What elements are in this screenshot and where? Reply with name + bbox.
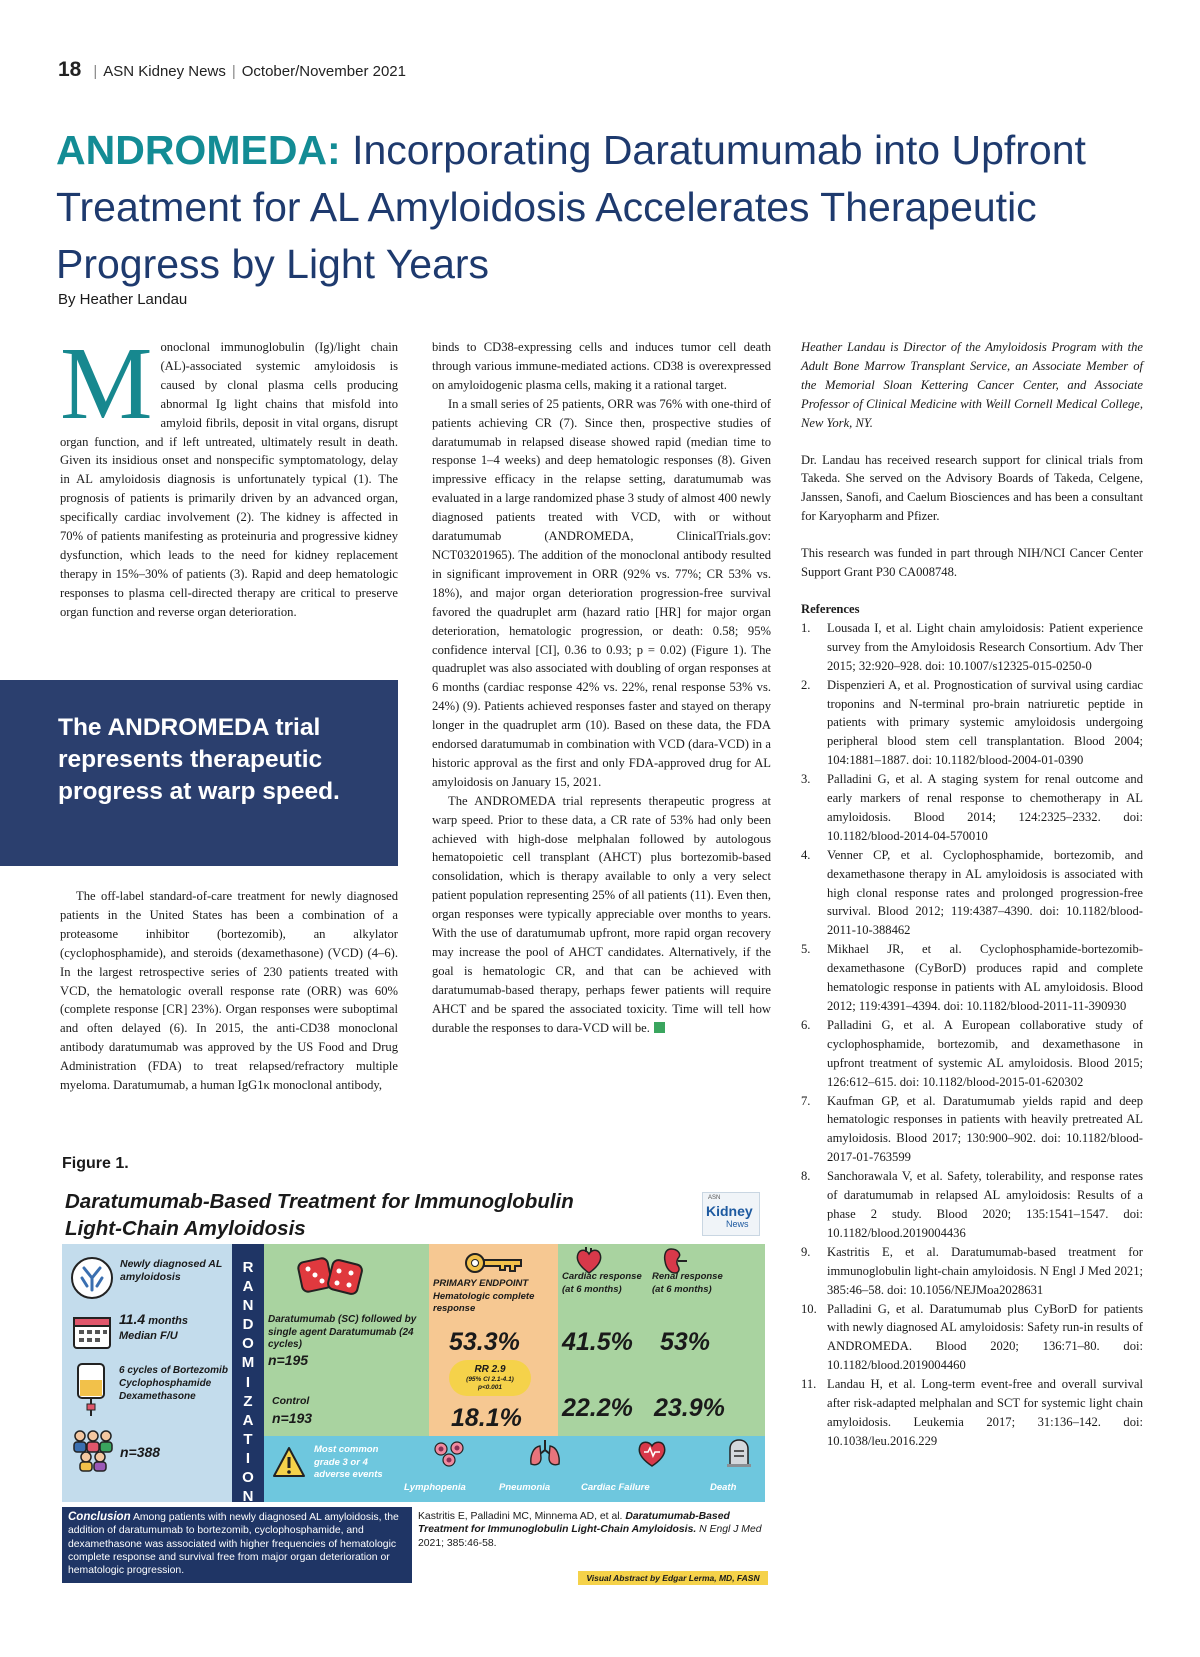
visual-abstract-credit: Visual Abstract by Edgar Lerma, MD, FASN bbox=[578, 1571, 768, 1585]
randomization-bar bbox=[232, 1244, 264, 1506]
conclusion-heading: Conclusion bbox=[68, 1511, 131, 1523]
reference-text: Venner CP, et al. Cyclophosphamide, bortezomib, and dexamethasone therapy in AL amyloidosis is associated with high clonal response rates and prolonged progression-free survival. Blood 2012; 119:4387–4390. doi: 10.1182/blood-2011-10-388462 bbox=[827, 847, 1143, 938]
reference-text: Mikhael JR, et al. Cyclophosphamide-bortezomib-dexamethasone (CyBorD) produces rapid and complete hematologic response in patients with AL amyloidosis. Blood 2012; 119:4391–4394. doi: 10.1182/blood-2011-11-390930 bbox=[827, 942, 1143, 1013]
reference-item bbox=[801, 1167, 1143, 1243]
lungs-icon bbox=[528, 1438, 562, 1468]
figure-label: Figure 1. bbox=[62, 1155, 129, 1172]
reference-item bbox=[801, 940, 1143, 1016]
reference-item bbox=[801, 1016, 1143, 1092]
ae-cardiac-failure: Cardiac Failure bbox=[581, 1482, 650, 1493]
randomization-letter: N bbox=[242, 1488, 254, 1506]
reference-item bbox=[801, 676, 1143, 771]
randomization-letter: O bbox=[242, 1469, 254, 1487]
randomization-letter: Z bbox=[243, 1392, 253, 1410]
randomization-letter: A bbox=[242, 1411, 254, 1429]
reference-item bbox=[801, 770, 1143, 846]
funding: This research was funded in part through NIH/NCI Cancer Center Support Grant P30 CA008748. bbox=[801, 546, 1143, 580]
cardiac-failure-icon bbox=[636, 1438, 668, 1468]
references-list bbox=[801, 619, 1143, 1451]
followup-unit: months bbox=[148, 1315, 189, 1327]
followup-label: Median F/U bbox=[119, 1330, 178, 1342]
issue-date: October/November 2021 bbox=[241, 63, 406, 80]
publication-name: ASN Kidney News bbox=[103, 63, 226, 80]
regimen-text: 6 cycles of Bortezomib Cyclophosphamide Dexamethasone bbox=[119, 1365, 228, 1402]
iv-bag-icon bbox=[74, 1360, 108, 1418]
control-arm-n: n=193 bbox=[272, 1410, 313, 1426]
relative-risk-badge bbox=[449, 1360, 531, 1396]
title-text: Incorporating Daratumumab into Upfront Treatment for AL Amyloidosis Accelerates Therapeutic Progress by Light Years bbox=[56, 127, 1086, 287]
paragraph: The off-label standard-of-care treatment for newly diagnosed patients in the United States has been a combination of a proteasome inhibitor (bortezomib), an alkylator (cyclophosphamide), and steroids (dexamethasone) (VCD) (4–6). In the largest retrospective series of 230 patients treated with VCD, the hematologic overall response rate (ORR) was 60% (complete response [CR] 23%). Organ responses were suboptimal and often delayed (6). In 2015, the anti-CD38 monoclonal antibody daratumumab was approved by the US Food and Drug Administration (FDA) to treat relapsed/refractory multiple myeloma. Daratumumab, a human IgG1κ monoclonal antibody, bbox=[60, 889, 398, 1093]
adverse-events-label: Most common grade 3 or 4 adverse events bbox=[314, 1444, 383, 1480]
logo-sub-text: News bbox=[726, 1219, 749, 1229]
reference-number: 8. bbox=[801, 1169, 811, 1184]
adverse-events-panel bbox=[264, 1436, 765, 1502]
pull-quote: The ANDROMEDA trial represents therapeutic progress at warp speed. bbox=[58, 714, 340, 805]
population-panel bbox=[62, 1244, 232, 1502]
reference-number: 11. bbox=[801, 1377, 817, 1392]
reference-number: 6. bbox=[801, 1017, 811, 1032]
antibody-icon bbox=[70, 1256, 114, 1300]
cardiac-response-label: Cardiac response (at 6 months) bbox=[562, 1271, 642, 1295]
disclosure: Dr. Landau has received research support for clinical trials from Takeda. She served on the Advisory Boards of Takeda, Celgene, Janssen, Sanofi, and Caelum Biosciences and has been a consultant for Karyopharm and Pfizer. bbox=[801, 452, 1143, 524]
conclusion-text: Among patients with newly diagnosed AL amyloidosis, the addition of daratumumab to bortezomib, cyclophosphamide, and dexamethasone was associated with higher frequencies of hematologic complete response and survival free from major organ deterioration or hematologic progression. bbox=[68, 1512, 399, 1577]
page-number: 18 bbox=[58, 58, 82, 81]
randomization-letter: I bbox=[245, 1373, 251, 1391]
conclusion-box bbox=[62, 1507, 412, 1583]
column-1-top bbox=[60, 326, 398, 622]
cardiac-dara-value: 41.5% bbox=[562, 1328, 633, 1356]
ae-death: Death bbox=[710, 1482, 737, 1493]
reference-text: Kastritis E, et al. Daratumumab-based treatment for immunoglobulin light-chain amyloidosis. N Engl J Med 2021; 385:46–58. doi: 10.1056/NEJMoa2028631 bbox=[827, 1244, 1143, 1297]
reference-item bbox=[801, 846, 1143, 941]
followup-text bbox=[119, 1312, 229, 1344]
randomization-letter: M bbox=[241, 1354, 255, 1372]
reference-item bbox=[801, 1300, 1143, 1376]
drop-cap: M bbox=[60, 326, 153, 441]
citation-journal: N Engl J Med bbox=[699, 1524, 762, 1536]
reference-text: Dispenzieri A, et al. Prognostication of survival using cardiac troponins and N-terminal pro-brain natriuretic peptide in patients with primary systemic amyloidosis undergoing peripheral blood stem cell transplantation. Blood 2004; 104:1881–1887. doi: 10.1182/blood-2004-01-0390 bbox=[827, 677, 1143, 768]
reference-text: Lousada I, et al. Light chain amyloidosis: Patient experience survey from the Amyloidosis Research Consortium. Adv Ther 2015; 32:920–928. doi: 10.1007/s12325-015-0250-0 bbox=[827, 620, 1143, 673]
key-icon bbox=[463, 1250, 525, 1276]
column-1-bottom bbox=[60, 887, 398, 1095]
primary-endpoint-panel bbox=[429, 1244, 558, 1436]
paragraph: In a small series of 25 patients, ORR was 76% with one-third of patients achieving CR (7). Since then, prospective studies of daratumumab in relapsed disease showed rapid (median time to response 1–4 weeks) and deep hematologic responses (8). Given impressive efficacy in the relapse setting, daratumumab was evaluated in a large randomized phase 3 study of almost 400 newly diagnosed patients treated with VCD, with or without daratumumab (ANDROMEDA, ClinicalTrials.gov: NCT03201965). The addition of the monoclonal antibody resulted in significant improvement in ORR (92% vs. 77%; CR 53% vs. 18%), and major organ deterioration progression-free survival favored the quadruplet arm (hazard ratio [HR] for major organ deterioration, hematologic progression, or death: 0.58; 95% confidence interval [CI], 0.36 to 0.93; p = 0.02) (Figure 1). The quadruplet was also associated with doubling of organ responses at 6 months (cardiac response 42% vs. 22%, renal response 53% vs. 24%) (9). Patients achieved responses faster and stayed on therapy longer in the quadruplet arm (10). Based on these data, the FDA endorsed daratumumab in combination with VCD (dara-VCD) in a historic approval as the first and only FDA-approved drug for AL amyloidosis on January 15, 2021. bbox=[432, 396, 771, 789]
reference-text: Palladini G, et al. Daratumumab plus CyBorD for patients with newly diagnosed AL amyloidosis: Safety run-in results of ANDROMEDA. Blood 2020; 136:71–80. doi: 10.1182/blood.2019004460 bbox=[827, 1301, 1143, 1373]
page-header bbox=[58, 58, 406, 82]
warning-icon bbox=[272, 1446, 306, 1478]
article-title bbox=[56, 122, 1116, 293]
dara-arm-n: n=195 bbox=[268, 1352, 309, 1368]
rr-p: p<0.001 bbox=[477, 1384, 503, 1391]
rr-value: RR 2.9 bbox=[474, 1364, 506, 1375]
citation-details: 2021; 385:46-58. bbox=[418, 1537, 497, 1549]
renal-dara-value: 53% bbox=[660, 1328, 711, 1356]
reference-item bbox=[801, 619, 1143, 676]
logo-main-text: Kidney bbox=[706, 1203, 753, 1219]
reference-text: Palladini G, et al. A staging system for renal outcome and early markers of renal response to chemotherapy in AL amyloidosis. Blood 2014; 124:2325–2332. doi: 10.1182/blood-2014-04-570010 bbox=[827, 772, 1143, 843]
randomization-letter: N bbox=[242, 1297, 254, 1315]
pull-quote-box bbox=[0, 680, 398, 866]
reference-number: 1. bbox=[801, 620, 811, 635]
reference-number: 3. bbox=[801, 772, 811, 787]
randomization-letter: O bbox=[242, 1335, 254, 1353]
randomization-letter: D bbox=[242, 1316, 254, 1334]
randomization-letter: T bbox=[243, 1430, 253, 1448]
paragraph-final bbox=[432, 792, 771, 1038]
reference-number: 10. bbox=[801, 1301, 817, 1316]
author-bio: Heather Landau is Director of the Amyloidosis Program with the Adult Bone Marrow Transplant Service, an Associate Member of the Memorial Sloan Kettering Cancer Center, and Associate Professor of Clinical Medicine with Weill Cornell Medical College, New York, NY. bbox=[801, 340, 1143, 430]
figure-title: Daratumumab-Based Treatment for Immunoglobulin Light-Chain Amyloidosis bbox=[65, 1190, 574, 1240]
dice-icon bbox=[296, 1254, 364, 1298]
rr-ci: (95% CI 2.1-4.1) bbox=[466, 1376, 514, 1383]
paragraph-text: The ANDROMEDA trial represents therapeutic progress at warp speed. Prior to these data, a CR rate of 53% had only been achieved with high-dose melphalan followed by autologous hematopoietic cell transplant (AHCT) plus bortezomib-based consolidation, which is therapy available to only a very select patient population representing 25% of all patients (11). Even then, organ responses were typically appreciable over months to years. With the use of daratumumab upfront, more rapid organ recovery may increase the pool of AHCT candidates. Alternatively, if the goal is hematologic CR, and that can be achieved with daratumumab-based therapy, perhaps fewer patients will require AHCT and be spared the associated toxicity. Time will tell how durable the responses to dara-VCD will be. bbox=[432, 793, 771, 1035]
ae-pneumonia: Pneumonia bbox=[499, 1482, 551, 1493]
lymphocyte-icon bbox=[432, 1440, 468, 1468]
population-text: Newly diagnosed AL amyloidosis bbox=[120, 1258, 223, 1283]
reference-number: 9. bbox=[801, 1244, 811, 1259]
header-separator: | bbox=[231, 63, 236, 80]
reference-text: Palladini G, et al. A European collaborative study of cyclophosphamide, bortezomib, and dexamethasone in upfront treatment of systemic AL amyloidosis. Blood 2015; 126:612–615. doi: 10.1182/blood-2015-01-620302 bbox=[827, 1017, 1143, 1089]
organ-response-panel bbox=[558, 1244, 765, 1436]
followup-value: 11.4 bbox=[119, 1311, 146, 1327]
visual-abstract bbox=[62, 1244, 765, 1506]
dara-arm-text: Daratumumab (SC) followed by single agent Daratumumab (24 cycles) bbox=[268, 1314, 417, 1350]
primary-endpoint-label: PRIMARY ENDPOINT Hematologic complete response bbox=[433, 1278, 535, 1314]
byline: By Heather Landau bbox=[58, 291, 188, 308]
people-icon bbox=[70, 1428, 116, 1472]
citation-authors: Kastritis E, Palladini MC, Minnema AD, et al. bbox=[418, 1511, 623, 1522]
primary-control-value: 18.1% bbox=[451, 1404, 522, 1432]
primary-dara-value: 53.3% bbox=[449, 1328, 520, 1356]
figure-citation bbox=[418, 1510, 768, 1550]
randomization-letter: R bbox=[242, 1259, 254, 1276]
randomization-letter: I bbox=[245, 1449, 251, 1467]
column-2 bbox=[432, 338, 771, 1038]
reference-number: 4. bbox=[801, 847, 811, 862]
reference-number: 2. bbox=[801, 677, 811, 692]
kidney-news-logo bbox=[702, 1192, 760, 1236]
renal-response-label: Renal response (at 6 months) bbox=[652, 1271, 723, 1295]
title-highlight: ANDROMEDA: bbox=[56, 127, 341, 173]
reference-item bbox=[801, 1243, 1143, 1300]
intro-paragraph: onoclonal immunoglobulin (Ig)/light chain (AL)-associated systemic amyloidosis is caused by clonal plasma cells producing abnormal Ig light chains that misfold into amyloid fibrils, deposit in vital organs, disrupt organ function, and if left untreated, ultimately result in death. Given its insidious onset and nonspecific symptomatology, delay in AL amyloidosis diagnosis is unfortunately typical (1). The prognosis of patients is primarily driven by an advanced organ, specifically cardiac involvement (2). The kidney is affected in 70% of patients manifesting as proteinuria and progressive kidney dysfunction, which leads to the need for kidney replacement therapy in 15%–30% of patients (3). Rapid and deep hematologic responses to plasma cell-directed therapy are critical to preserve organ function and reverse organ deterioration. bbox=[60, 340, 398, 619]
total-n: n=388 bbox=[120, 1444, 161, 1460]
tombstone-icon bbox=[726, 1438, 752, 1468]
reference-text: Sanchorawala V, et al. Safety, tolerability, and response rates of daratumumab in relapsed AL amyloidosis: Results of a phase 2 study. Blood 2020; 135:1541–1547. doi: 10.1182/blood.2019004436 bbox=[827, 1169, 1143, 1240]
end-mark-icon bbox=[654, 1022, 665, 1033]
ae-lymphopenia: Lymphopenia bbox=[404, 1482, 466, 1493]
reference-number: 7. bbox=[801, 1093, 811, 1108]
arms-panel bbox=[264, 1244, 429, 1436]
reference-text: Kaufman GP, et al. Daratumumab yields rapid and deep hematologic responses in patients with heavily pretreated AL amyloidosis. Blood 2017; 130:900–902. doi: 10.1182/blood-2017-01-763599 bbox=[827, 1093, 1143, 1165]
references-heading: References bbox=[801, 601, 860, 616]
reference-text: Landau H, et al. Long-term event-free and overall survival after risk-adapted melphalan and SCT for systemic light chain amyloidosis. Leukemia 2017; 31:136–142. doi: 10.1038/leu.2016.229 bbox=[827, 1377, 1143, 1448]
randomization-letter: A bbox=[242, 1278, 254, 1296]
calendar-icon bbox=[72, 1312, 112, 1350]
header-separator: | bbox=[93, 63, 98, 80]
reference-item bbox=[801, 1092, 1143, 1168]
column-3 bbox=[801, 338, 1143, 1451]
control-arm-text: Control bbox=[272, 1395, 310, 1407]
logo-small-text: ASN bbox=[708, 1195, 721, 1201]
citation-title: Daratumumab-Based Treatment for Immunoglobulin Light-Chain Amyloidosis. bbox=[418, 1511, 730, 1536]
paragraph: binds to CD38-expressing cells and induces tumor cell death through various immune-mediated actions. CD38 is overexpressed on amyloidogenic plasma cells, making it a rational target. bbox=[432, 340, 771, 392]
reference-item bbox=[801, 1375, 1143, 1451]
renal-control-value: 23.9% bbox=[654, 1394, 725, 1422]
reference-number: 5. bbox=[801, 942, 811, 957]
cardiac-control-value: 22.2% bbox=[562, 1394, 633, 1422]
